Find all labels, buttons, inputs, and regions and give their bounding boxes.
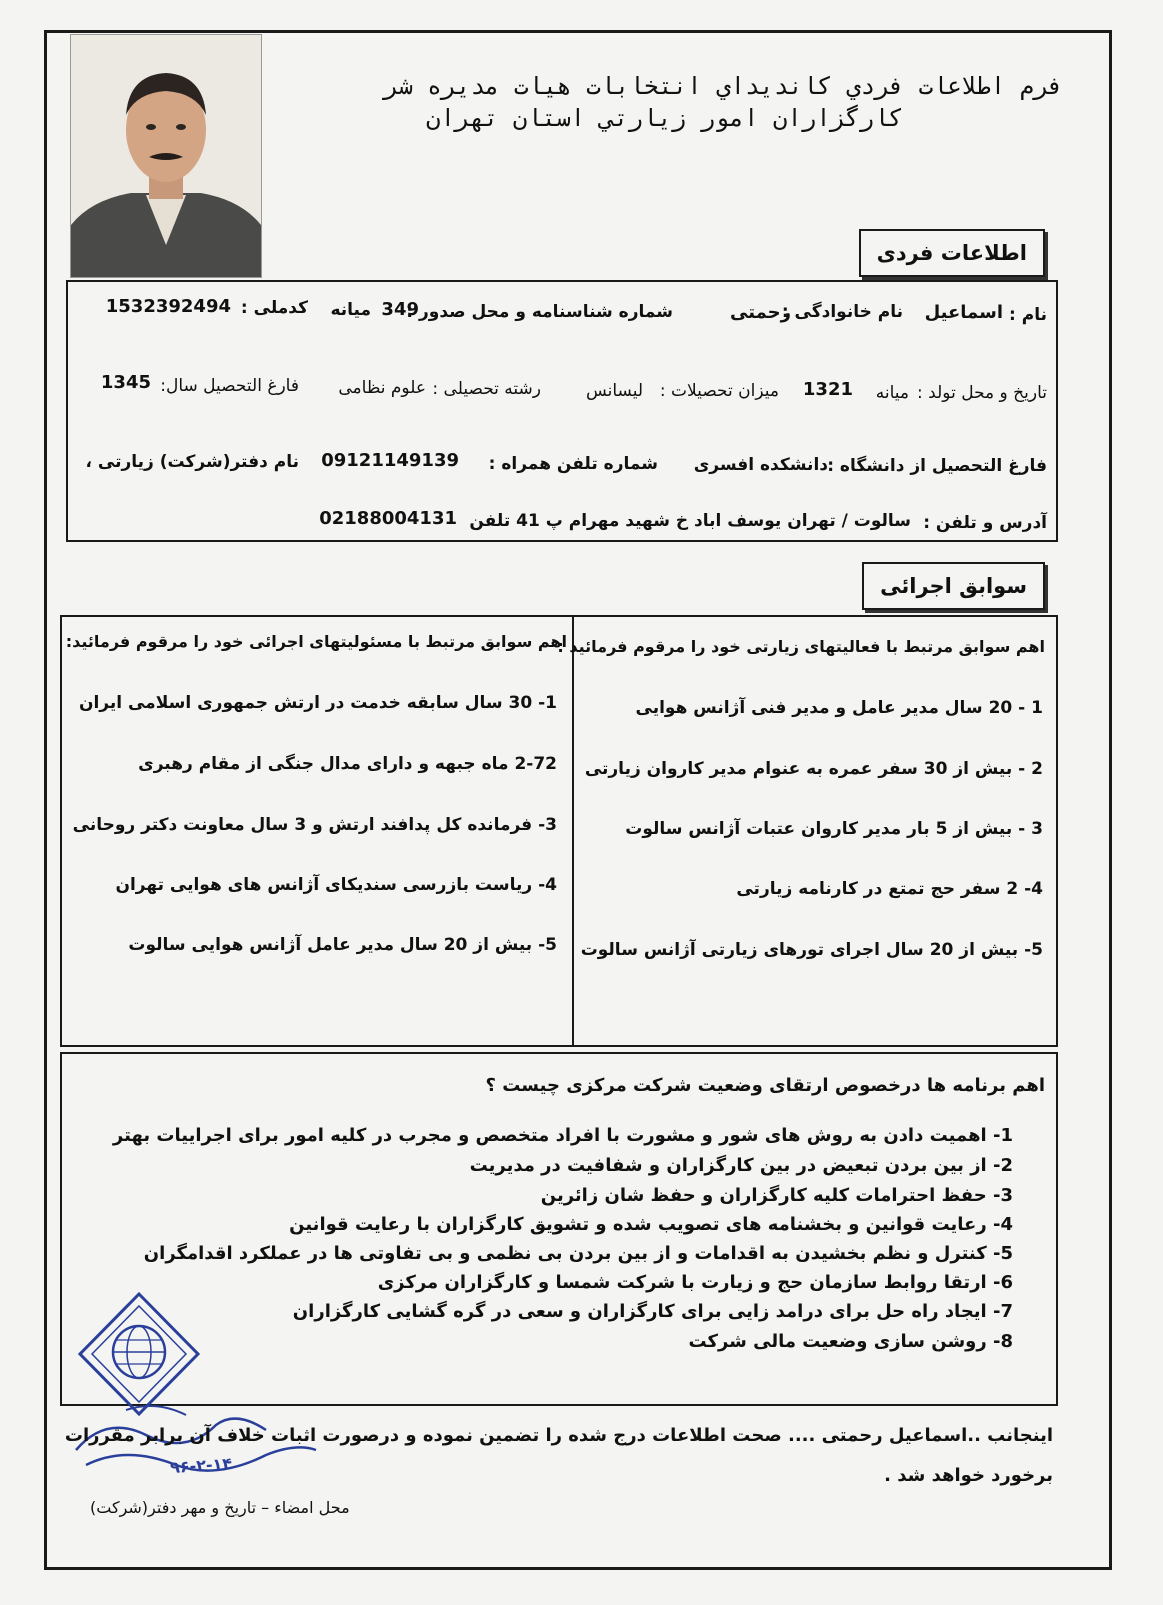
plan-item: 8- روشن سازی وضعیت مالی شرکت xyxy=(688,1331,1013,1352)
executive-left-item: 2-72 ماه جبهه و دارای مدال جنگی از مقام رهبری xyxy=(138,754,557,774)
executive-left-item: 1- 30 سال سابقه خدمت در ارتش جمهوری اسلامی ایران xyxy=(78,693,557,713)
id-label: شماره شناسنامه و محل صدور : xyxy=(406,302,673,322)
id-place: میانه xyxy=(330,300,371,320)
signature-date: ۹۶-۲-۱۴ xyxy=(169,1453,233,1478)
form-title-line2: كارگزاران امور زيارتي استان تهران xyxy=(426,104,903,132)
candidate-photo xyxy=(70,34,262,278)
field-value: علوم نظامی xyxy=(338,378,426,398)
executive-divider xyxy=(572,615,574,1047)
personal-info-heading: اطلاعات فردی xyxy=(859,229,1045,277)
education-label: میزان تحصیلات : xyxy=(659,381,779,401)
university-value: دانشکده افسری xyxy=(693,455,828,475)
executive-left-item: 3- فرمانده کل پدافند ارتش و 3 سال معاونت دکتر روحانی xyxy=(72,815,557,835)
declaration-line2: برخورد خواهد شد . xyxy=(884,1465,1053,1486)
signature-caption: محل امضاء – تاریخ و مهر دفتر(شرکت) xyxy=(90,1498,350,1517)
national-value: 1532392494 xyxy=(105,296,231,317)
executive-heading: سوابق اجرائی xyxy=(862,562,1045,610)
portrait-image xyxy=(71,35,261,277)
plan-item: 7- ایجاد راه حل برای درامد زایی برای کارگزاران و سعی در گره گشایی کارگزاران xyxy=(292,1301,1013,1322)
graduation-label: فارغ التحصیل سال: xyxy=(160,376,299,396)
plan-item: 6- ارتقا روابط سازمان حج و زیارت با شرکت شمسا و کارگزاران مرکزی xyxy=(377,1272,1013,1293)
plans-question: اهم برنامه ها درخصوص ارتقای وضعیت شرکت مرکزی چیست ؟ xyxy=(485,1075,1045,1096)
family-label: نام خانوادگی : xyxy=(781,302,903,322)
declaration-line1: اینجانب ..اسماعیل رحمتی .... صحت اطلاعات درج شده را تضمین نموده و درصورت اثبات خلاف آن برابر مقررات xyxy=(64,1425,1053,1446)
id-value: 349 xyxy=(381,299,419,320)
form-title-line1: فرم اطلاعات فردي كانديداي انتخابات هيات مديره شر xyxy=(383,72,1063,100)
name-value: اسماعیل xyxy=(924,302,1003,323)
executive-right-item: 2 - بیش از 30 سفر عمره به عنوام مدیر کاروان زیارتی xyxy=(584,759,1043,779)
executive-left-item: 4- ریاست بازرسی سندیکای آژانس های هوایی تهران xyxy=(115,875,557,895)
name-label: نام : xyxy=(1009,305,1047,325)
birth-year: 1321 xyxy=(802,379,853,400)
graduation-year: 1345 xyxy=(100,372,151,393)
plan-item: 3- حفظ احترامات کلیه کارگزاران و حفظ شان زائرین xyxy=(540,1185,1013,1206)
phone-value: 02188004131 xyxy=(319,508,457,529)
executive-right-item: 3 - بیش از 5 بار مدیر کاروان عتبات آژانس سالوت xyxy=(625,819,1043,839)
executive-right-item: 5- بیش از 20 سال اجرای تورهای زیارتی آژانس سالوت xyxy=(580,940,1043,960)
executive-right-item: 1 - 20 سال مدیر عامل و مدیر فنی آژانس هوایی xyxy=(635,698,1043,718)
university-label: فارغ التحصیل از دانشگاه : xyxy=(827,456,1047,476)
plan-item: 2- از بین بردن تبعیض در بین کارگزاران و شفافیت در مدیریت xyxy=(469,1155,1013,1176)
plan-item: 1- اهمیت دادن به روش های شور و مشورت با افراد متخصص و مجرب در کلیه امور برای اجراییات بهتر xyxy=(112,1125,1013,1146)
national-label: کدملی : xyxy=(240,298,308,318)
field-label: رشته تحصیلی : xyxy=(432,379,541,399)
birth-place: میانه xyxy=(875,383,909,403)
mobile-label: شماره تلفن همراه : xyxy=(488,454,658,474)
address-label: آدرس و تلفن : xyxy=(923,513,1047,533)
executive-right-item: 4- 2 سفر حج تمتع در کارنامه زیارتی xyxy=(736,879,1043,899)
office-label: نام دفتر(شرکت) زیارتی ، xyxy=(85,452,299,472)
plan-item: 4- رعایت قوانین و بخشنامه های تصویب شده و تشویق کارگزاران با رعایت قوانین xyxy=(289,1214,1013,1235)
executive-left-item: 5- بیش از 20 سال مدیر عامل آژانس هوایی سالوت xyxy=(128,935,557,955)
education-value: لیسانس xyxy=(585,381,643,401)
birth-label: تاریخ و محل تولد : xyxy=(917,383,1047,403)
address-value: سالوت / تهران یوسف اباد خ شهید مهرام پ 41 تلفن xyxy=(469,511,911,531)
family-value: رحمتی xyxy=(730,302,791,323)
executive-right-title: اهم سوابق مرتبط با فعالیتهای زیارتی خود را مرقوم فرمائید : xyxy=(557,637,1045,656)
executive-left-title: اهم سوابق مرتبط با مسئولیتهای اجرائی خود را مرقوم فرمائید: xyxy=(65,632,567,651)
mobile-value: 09121149139 xyxy=(321,450,459,471)
plan-item: 5- کنترل و نظم بخشیدن به اقدامات و از بین بردن بی نظمی و بی تفاوتی ها در عملکرد اقدامگران xyxy=(143,1243,1013,1264)
